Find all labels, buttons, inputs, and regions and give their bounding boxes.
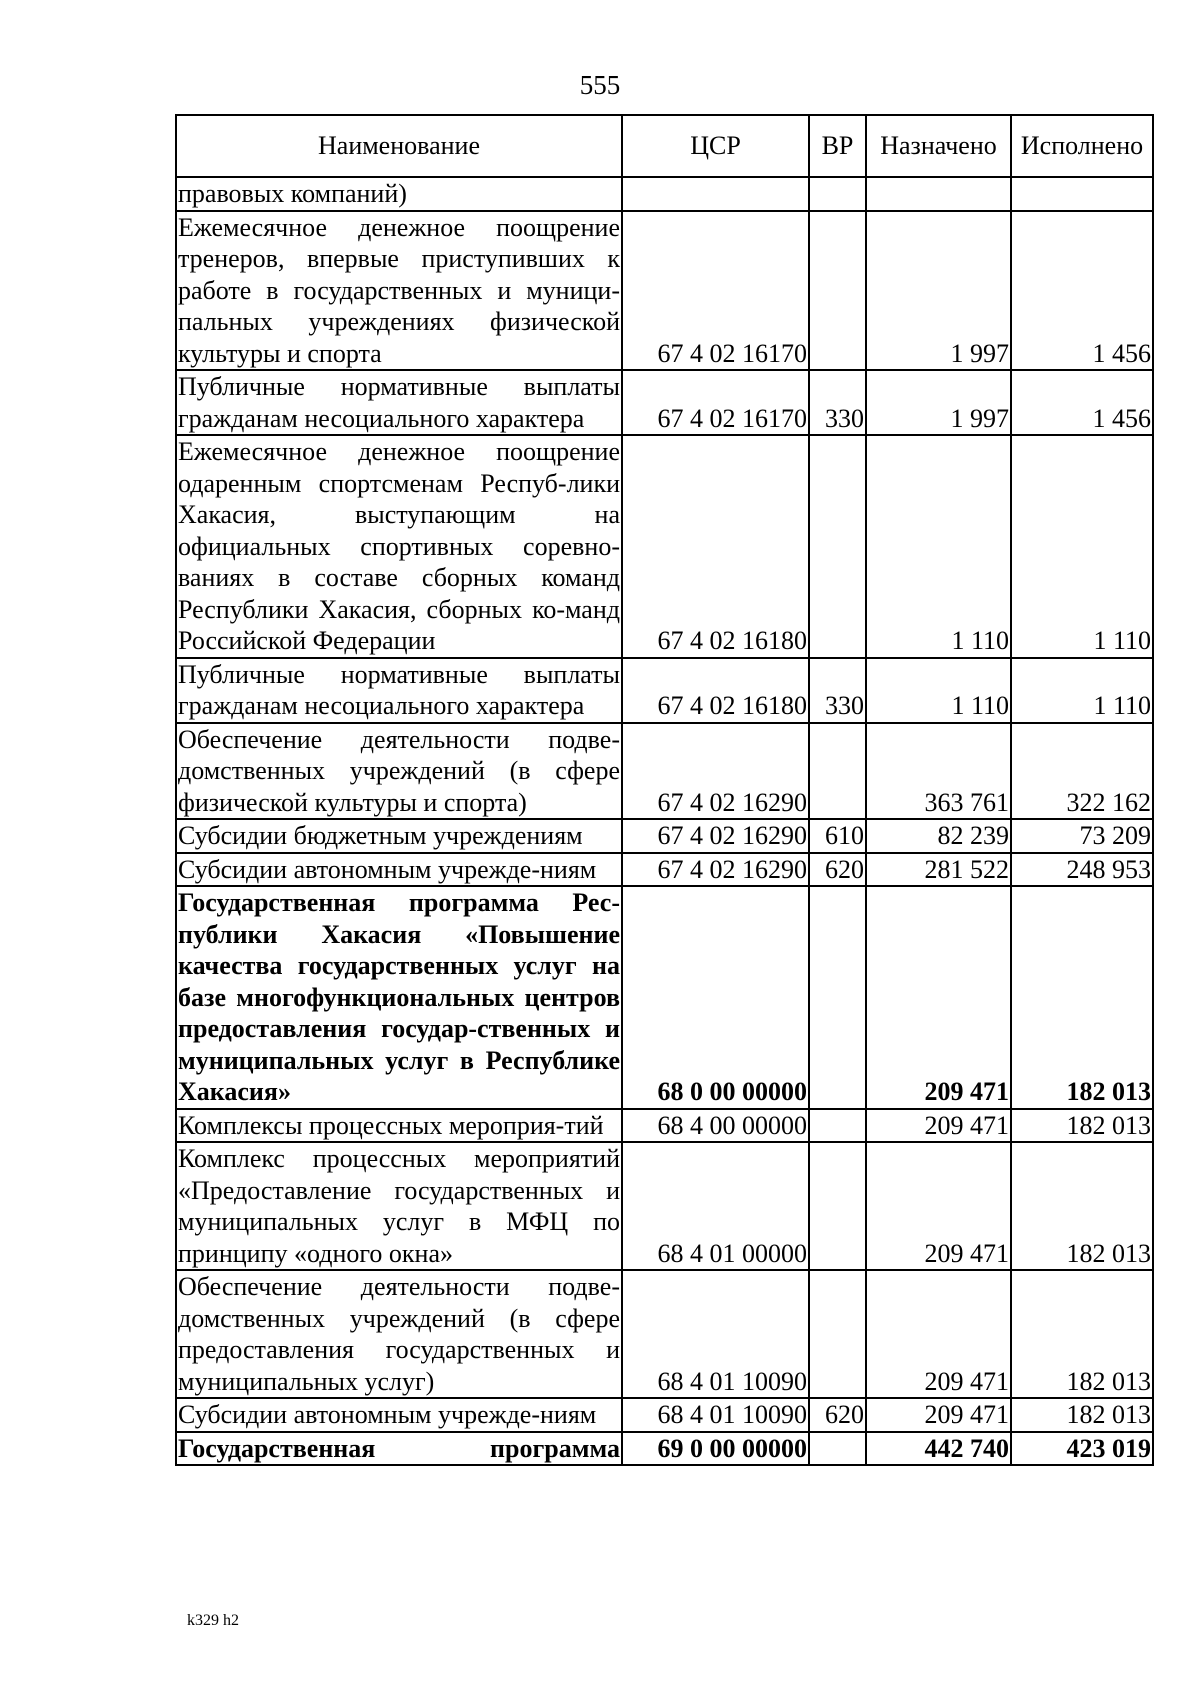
row-csr: 67 4 02 16180 <box>622 435 809 658</box>
row-assigned: 442 740 <box>866 1432 1011 1466</box>
row-assigned: 1 110 <box>866 658 1011 723</box>
table-row <box>176 1142 1153 1270</box>
row-name: Публичные нормативные выплаты гражданам несоциального характера <box>176 370 622 435</box>
row-assigned <box>866 177 1011 211</box>
row-name: Ежемесячное денежное поощрение одаренным спортсменам Респуб-лики Хакасия, выступающим на официальных спортивных соревно-ваниях в составе сборных команд Республики Хакасия, сборных ко-манд Российской Федерации <box>176 435 622 658</box>
row-executed: 182 013 <box>1011 1270 1153 1398</box>
row-executed: 1 456 <box>1011 370 1153 435</box>
row-assigned: 209 471 <box>866 1398 1011 1432</box>
table-row <box>176 370 1153 435</box>
row-name: Субсидии бюджетным учреждениям <box>176 819 622 853</box>
row-csr: 67 4 02 16170 <box>622 211 809 371</box>
row-assigned: 209 471 <box>866 1142 1011 1270</box>
row-name: Публичные нормативные выплаты гражданам несоциального характера <box>176 658 622 723</box>
row-csr: 68 4 00 00000 <box>622 1109 809 1143</box>
row-executed: 182 013 <box>1011 886 1153 1109</box>
row-assigned: 209 471 <box>866 1270 1011 1398</box>
row-name: Субсидии автономным учрежде-ниям <box>176 1398 622 1432</box>
budget-table <box>175 114 1154 1466</box>
table-row <box>176 853 1153 887</box>
row-executed: 1 456 <box>1011 211 1153 371</box>
row-name: Ежемесячное денежное поощрение тренеров, впервые приступивших к работе в государственных и муници-пальных учреждениях физической культуры и спорта <box>176 211 622 371</box>
row-csr: 68 4 01 00000 <box>622 1142 809 1270</box>
table-row <box>176 211 1153 371</box>
row-executed: 248 953 <box>1011 853 1153 887</box>
header-executed: Исполнено <box>1011 115 1153 177</box>
table-header-row <box>176 115 1153 177</box>
row-vr: 330 <box>809 658 866 723</box>
row-name: Государственная программа <box>176 1432 622 1466</box>
row-assigned: 209 471 <box>866 1109 1011 1143</box>
header-name: Наименование <box>176 115 622 177</box>
row-vr: 620 <box>809 853 866 887</box>
row-assigned: 1 997 <box>866 211 1011 371</box>
row-csr: 69 0 00 00000 <box>622 1432 809 1466</box>
row-vr <box>809 1432 866 1466</box>
row-executed: 1 110 <box>1011 658 1153 723</box>
row-csr: 68 0 00 00000 <box>622 886 809 1109</box>
row-csr: 68 4 01 10090 <box>622 1398 809 1432</box>
row-executed: 182 013 <box>1011 1398 1153 1432</box>
row-executed: 73 209 <box>1011 819 1153 853</box>
row-vr <box>809 177 866 211</box>
row-assigned: 209 471 <box>866 886 1011 1109</box>
row-name: Комплекс процессных мероприятий «Предоставление государственных и муниципальных услуг в МФЦ по принципу «одного окна» <box>176 1142 622 1270</box>
row-vr: 610 <box>809 819 866 853</box>
row-assigned: 1 110 <box>866 435 1011 658</box>
row-vr <box>809 886 866 1109</box>
row-csr: 67 4 02 16290 <box>622 723 809 820</box>
footer-code: k329 h2 <box>187 1612 239 1629</box>
row-vr <box>809 1270 866 1398</box>
row-csr <box>622 177 809 211</box>
row-executed: 182 013 <box>1011 1109 1153 1143</box>
row-assigned: 82 239 <box>866 819 1011 853</box>
table-row <box>176 1398 1153 1432</box>
row-vr <box>809 435 866 658</box>
row-csr: 67 4 02 16180 <box>622 658 809 723</box>
row-csr: 67 4 02 16290 <box>622 853 809 887</box>
row-csr: 67 4 02 16290 <box>622 819 809 853</box>
row-name: Субсидии автономным учрежде-ниям <box>176 853 622 887</box>
row-executed: 423 019 <box>1011 1432 1153 1466</box>
header-csr: ЦСР <box>622 115 809 177</box>
row-name: Обеспечение деятельности подве-домственных учреждений (в сфере физической культуры и спорта) <box>176 723 622 820</box>
table-row <box>176 1109 1153 1143</box>
table-row <box>176 435 1153 658</box>
row-csr: 68 4 01 10090 <box>622 1270 809 1398</box>
row-vr <box>809 723 866 820</box>
table-row <box>176 177 1153 211</box>
row-vr <box>809 1109 866 1143</box>
row-assigned: 281 522 <box>866 853 1011 887</box>
page-number: 555 <box>579 70 621 100</box>
row-name: Обеспечение деятельности подве-домственных учреждений (в сфере предоставления государственных и муниципальных услуг) <box>176 1270 622 1398</box>
row-vr: 620 <box>809 1398 866 1432</box>
table-row <box>176 723 1153 820</box>
table-row-program <box>176 886 1153 1109</box>
table-row <box>176 1270 1153 1398</box>
row-executed <box>1011 177 1153 211</box>
row-vr <box>809 1142 866 1270</box>
row-assigned: 363 761 <box>866 723 1011 820</box>
table-row-program <box>176 1432 1153 1466</box>
row-vr: 330 <box>809 370 866 435</box>
row-name: правовых компаний) <box>176 177 622 211</box>
table-row <box>176 819 1153 853</box>
row-vr <box>809 211 866 371</box>
row-assigned: 1 997 <box>866 370 1011 435</box>
row-csr: 67 4 02 16170 <box>622 370 809 435</box>
row-executed: 182 013 <box>1011 1142 1153 1270</box>
table-row <box>176 658 1153 723</box>
header-assigned: Назначено <box>866 115 1011 177</box>
row-name: Комплексы процессных мероприя-тий <box>176 1109 622 1143</box>
row-name: Государственная программа Рес-публики Хакасия «Повышение качества государственных услуг на базе многофункциональных центров предоставления государ-ственных и муниципальных услуг в Республике Хакасия» <box>176 886 622 1109</box>
row-executed: 1 110 <box>1011 435 1153 658</box>
header-vr: ВР <box>809 115 866 177</box>
row-executed: 322 162 <box>1011 723 1153 820</box>
